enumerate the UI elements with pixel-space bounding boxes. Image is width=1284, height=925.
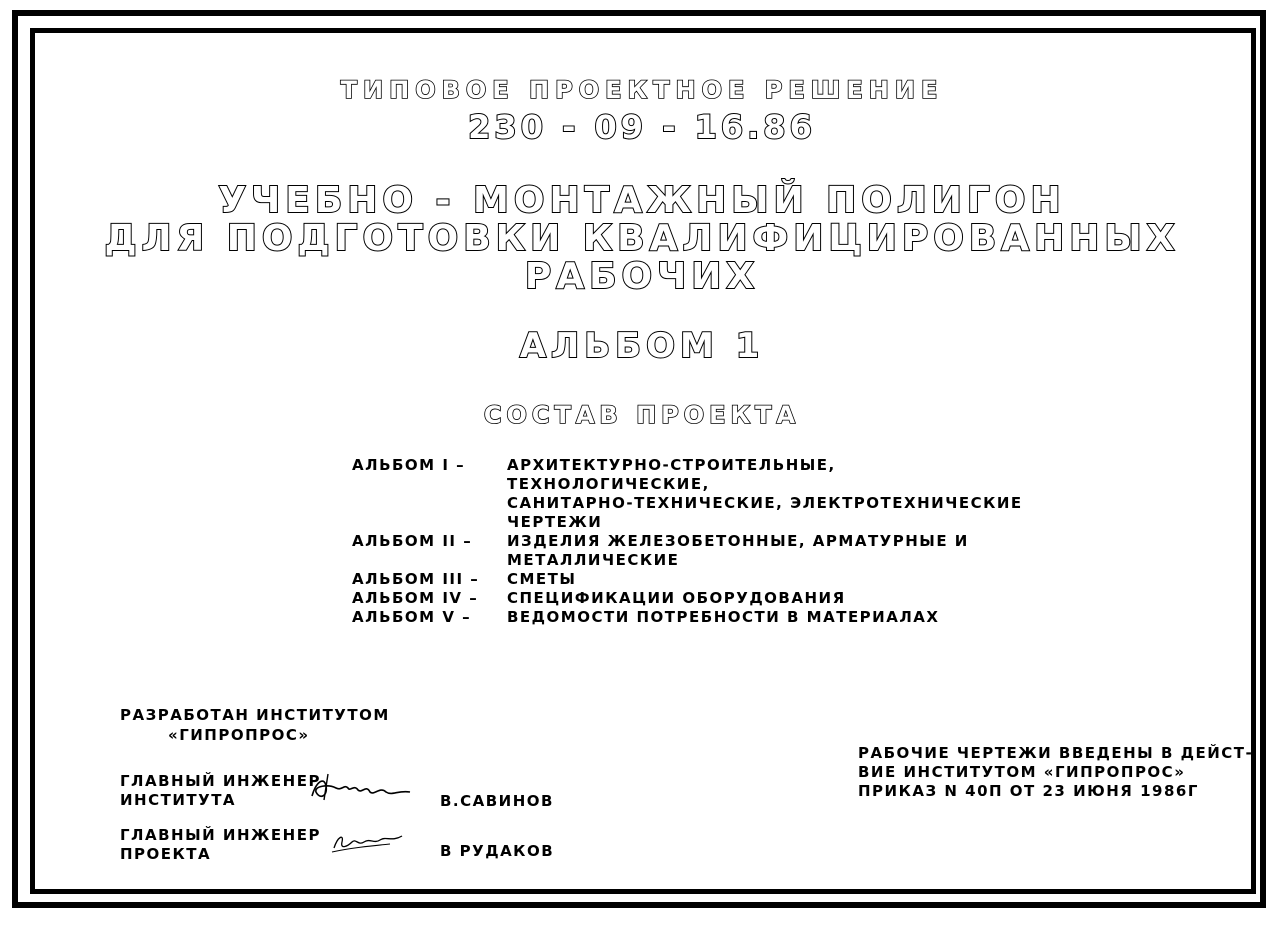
developer-line-1: РАЗРАБОТАН ИНСТИТУТОМ — [120, 706, 390, 724]
developer-institute: «ГИПРОПРОС» — [168, 726, 310, 744]
list-item — [352, 608, 1032, 627]
signatory-role: ГЛАВНЫЙ ИНЖЕНЕР ПРОЕКТА — [120, 826, 321, 863]
album-name: АЛЬБОМ II – — [352, 532, 473, 550]
signatory-role: ГЛАВНЫЙ ИНЖЕНЕР ИНСТИТУТА — [120, 772, 321, 809]
project-title-line-2: ДЛЯ ПОДГОТОВКИ КВАЛИФИЦИРОВАННЫХ — [104, 218, 1180, 259]
album-description: СПЕЦИФИКАЦИИ ОБОРУДОВАНИЯ — [507, 589, 846, 607]
project-title-line-1: УЧЕБНО - МОНТАЖНЫЙ ПОЛИГОН — [218, 180, 1066, 221]
list-item — [352, 456, 1032, 532]
album-name: АЛЬБОМ III – — [352, 570, 480, 588]
signature-savinov — [306, 770, 416, 806]
album-title: АЛЬБОМ 1 — [519, 326, 765, 366]
signatory-name: В РУДАКОВ — [440, 842, 555, 860]
signatory-name: В.САВИНОВ — [440, 792, 554, 810]
project-title-line-3: РАБОЧИХ — [524, 256, 760, 297]
album-description: ВЕДОМОСТИ ПОТРЕБНОСТИ В МАТЕРИАЛАХ — [507, 608, 940, 626]
approval-note: РАБОЧИЕ ЧЕРТЕЖИ ВВЕДЕНЫ В ДЕЙСТ- ВИЕ ИНСТИТУТОМ «ГИПРОПРОС» ПРИКАЗ N 40П ОТ 23 ИЮНЯ 1986Г — [858, 744, 1254, 800]
album-description: ИЗДЕЛИЯ ЖЕЛЕЗОБЕТОННЫЕ, АРМАТУРНЫЕ И МЕТАЛЛИЧЕСКИЕ — [507, 532, 969, 569]
list-item — [352, 570, 1032, 589]
album-name: АЛЬБОМ I – — [352, 456, 466, 474]
list-item — [352, 532, 1032, 570]
signature-rudakov — [330, 828, 410, 856]
album-name: АЛЬБОМ IV – — [352, 589, 479, 607]
list-item — [352, 589, 1032, 608]
document-code: 230 - 09 - 16.86 — [468, 108, 816, 146]
album-description: СМЕТЫ — [507, 570, 577, 588]
album-list — [352, 456, 1032, 627]
album-name: АЛЬБОМ V – — [352, 608, 472, 626]
project-title — [40, 182, 1244, 296]
album-description: АРХИТЕКТУРНО-СТРОИТЕЛЬНЫЕ, ТЕХНОЛОГИЧЕСКИЕ, САНИТАРНО-ТЕХНИЧЕСКИЕ, ЭЛЕКТРОТЕХНИЧЕСКИЕ ЧЕРТЕЖИ — [507, 456, 1023, 531]
document-type: ТИПОВОЕ ПРОЕКТНОЕ РЕШЕНИЕ — [340, 76, 944, 104]
contents-heading: СОСТАВ ПРОЕКТА — [483, 401, 801, 429]
